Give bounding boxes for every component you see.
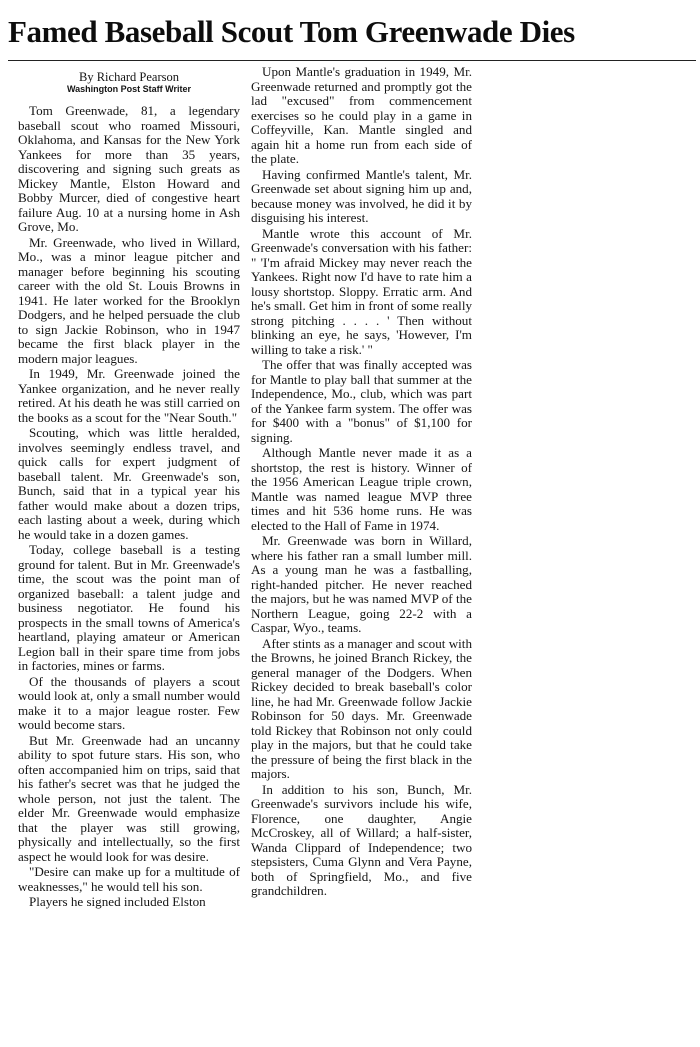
headline: Famed Baseball Scout Tom Greenwade Dies [8, 14, 575, 49]
paragraph: But Mr. Greenwade had an uncanny ability to spot future stars. His son, who often accompanied him on trips, said that his father's secret was that he judged the whole person, not just the talent. The elder Mr. Greenwade would emphasize that the player was still growing, physically and intellectually, so the first aspect he would look for was desire. [18, 732, 240, 864]
byline [18, 70, 240, 95]
paragraph: In addition to his son, Bunch, Mr. Greenwade's survivors include his wife, Florence, one daughter, Angie McCroskey, all of Willard; a half-sister, Wanda Clippard of Independence; two stepsisters, Cuma Glynn and Vera Payne, both of Springfield, Mo., and five grandchildren. [251, 781, 472, 898]
paragraph: Upon Mantle's graduation in 1949, Mr. Greenwade returned and promptly got the lad "excused" from commencement exercises so he could play in a game in Coffeyville, Kan. Mantle singled and again hit a home run from each side of the plate. [251, 64, 472, 166]
headline-rule [8, 60, 696, 61]
paragraph: Of the thousands of players a scout would look at, only a small number would make it to a major league roster. Few would become stars. [18, 673, 240, 732]
paragraph: Mr. Greenwade was born in Willard, where his father ran a small lumber mill. As a young man he was a fastballing, right-handed pitcher. He never reached the majors, but he was named MVP of the Northern League, going 22-2 with a Caspar, Wyo., teams. [251, 533, 472, 635]
byline-affiliation: Washington Post Staff Writer [66, 84, 191, 94]
paragraph: Mr. Greenwade, who lived in Willard, Mo., was a minor league pitcher and manager before beginning his scouting career with the old St. Louis Browns in 1941. He later worked for the Brooklyn Dodgers, and he helped persuade the club to sign Jackie Robinson, who in 1947 became the first black player in the modern major leagues. [18, 234, 240, 366]
paragraph: Scouting, which was little heralded, involves seemingly endless travel, and quick calls for expert judgment of baseball talent. Mr. Greenwade's son, Bunch, said that in a typical year his father would make about a dozen trips, each lasting about a week, during which he would take in a dozen games. [18, 425, 240, 542]
paragraph: Mantle wrote this account of Mr. Greenwade's conversation with his father: " 'I'm afraid Mickey may never reach the Yankees. Right now I'd have to rate him a lousy shortstop. Sloppy. Erratic arm. And he's small. Get him in front of some really strong pitching . . . . ' Then without blinking an eye, he says, 'However, I'm willing to take a risk.' " [251, 225, 472, 357]
byline-author: By Richard Pearson [79, 70, 179, 84]
paragraph: The offer that was finally accepted was for Mantle to play ball that summer at the Independence, Mo., club, which was part of the Yankee farm system. The offer was for $400 with a "bonus" of $1,100 for signing. [251, 357, 472, 445]
left-column [18, 62, 240, 1047]
paragraph: In 1949, Mr. Greenwade joined the Yankee organization, and he never really retired. At his death he was still carried on the books as a scout for the "Near South." [18, 366, 240, 425]
paragraph: Today, college baseball is a testing ground for talent. But in Mr. Greenwade's time, the scout was the point man of organized baseball: a talent judge and business negotiator. He found his prospects in the small towns of America's heartland, playing amateur or American Legion ball in their spare time from jobs in factories, mines or farms. [18, 542, 240, 673]
right-column [251, 62, 472, 1047]
paragraph: After stints as a manager and scout with the Browns, he joined Branch Rickey, the general manager of the Dodgers. When Rickey decided to break baseball's color line, he had Mr. Greenwade follow Jackie Robinson for 50 days. Mr. Greenwade told Rickey that Robinson not only could play in the majors, but that he could take the pressure of being the first black in the majors. [251, 635, 472, 781]
paragraph: Although Mantle never made it as a shortstop, the rest is history. Winner of the 1956 American League triple crown, Mantle was named league MVP three times and hit 536 home runs. He was elected to the Hall of Fame in 1974. [251, 445, 472, 533]
paragraph: "Desire can make up for a multitude of weaknesses," he would tell his son. [18, 864, 240, 894]
paragraph: Players he signed included Elston [29, 894, 206, 909]
paragraph: Having confirmed Mantle's talent, Mr. Greenwade set about signing him up and, because money was involved, he did it by disguising his interest. [251, 166, 472, 225]
paragraph: Tom Greenwade, 81, a legendary baseball scout who roamed Missouri, Oklahoma, and Kansas for the New York Yankees for more than 35 years, discovering and signing such greats as Mickey Mantle, Elston Howard and Bobby Murcer, died of congestive heart failure Aug. 10 at a nursing home in Ash Grove, Mo. [18, 103, 240, 234]
